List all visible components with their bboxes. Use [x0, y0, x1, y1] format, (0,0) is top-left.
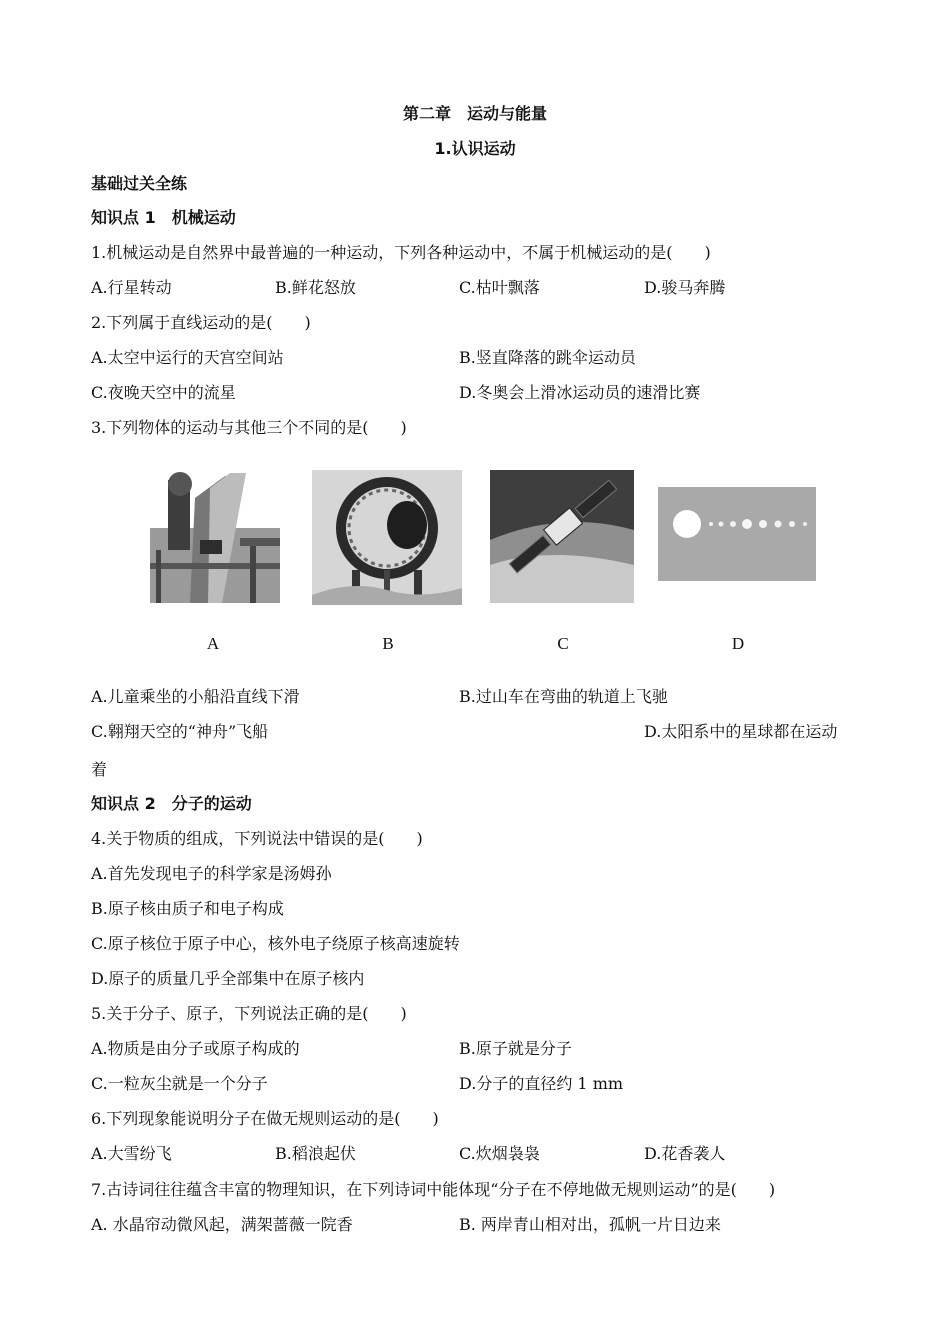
q6-option-b: B.稻浪起伏 [275, 1144, 356, 1163]
q5-option-a: A.物质是由分子或原子构成的 [91, 1039, 300, 1058]
q4-option-d: D.原子的质量几乎全部集中在原子核内 [91, 969, 365, 988]
q3-option-c: C.翱翔天空的“神舟”飞船 [91, 722, 269, 741]
question-4-stem: 4.关于物质的组成，下列说法中错误的是( ) [91, 829, 423, 848]
q5-option-d: D.分子的直径约 1 mm [459, 1074, 624, 1093]
q5-option-c: C.一粒灰尘就是一个分子 [91, 1074, 268, 1093]
q2-option-b: B.竖直降落的跳伞运动员 [459, 348, 636, 367]
q1-option-b: B.鲜花怒放 [275, 278, 356, 297]
section-heading: 基础过关全练 [91, 174, 188, 193]
q2-option-a: A.太空中运行的天宫空间站 [91, 348, 284, 367]
lesson-title: 1.认识运动 [434, 139, 516, 158]
q6-option-d: D.花香袭人 [644, 1144, 726, 1163]
q4-option-b: B.原子核由质子和电子构成 [91, 899, 284, 918]
question-7-stem: 7.古诗词往往蕴含丰富的物理知识，在下列诗词中能体现“分子在不停地做无规则运动”的是( ) [91, 1180, 776, 1199]
q4-option-c: C.原子核位于原子中心，核外电子绕原子核高速旋转 [91, 934, 460, 953]
question-3-stem: 3.下列物体的运动与其他三个不同的是( ) [91, 418, 407, 437]
knowledge-point-2-heading: 知识点 2 分子的运动 [91, 794, 252, 813]
q2-option-c: C.夜晚天空中的流星 [91, 383, 236, 402]
q3-option-b: B.过山车在弯曲的轨道上飞驰 [459, 687, 668, 706]
q6-option-a: A.大雪纷飞 [91, 1144, 172, 1163]
q1-option-a: A.行星转动 [91, 278, 172, 297]
figure-c-label: C [557, 634, 569, 653]
question-5-stem: 5.关于分子、原子，下列说法正确的是( ) [91, 1004, 407, 1023]
figure-a-label: A [206, 634, 220, 653]
q7-option-b: B. 两岸青山相对出，孤帆一片日边来 [459, 1215, 721, 1234]
q6-option-c: C.炊烟袅袅 [459, 1144, 540, 1163]
knowledge-point-1-heading: 知识点 1 机械运动 [91, 208, 236, 227]
q5-option-b: B.原子就是分子 [459, 1039, 572, 1058]
figure-b-label: B [382, 634, 394, 653]
q1-option-d: D.骏马奔腾 [644, 278, 726, 297]
figure-c-spacecraft-image [490, 470, 634, 603]
figure-d-label: D [731, 634, 745, 653]
question-2-stem: 2.下列属于直线运动的是( ) [91, 313, 311, 332]
q3-option-a: A.儿童乘坐的小船沿直线下滑 [91, 687, 300, 706]
q1-option-c: C.枯叶飘落 [459, 278, 540, 297]
figure-b-roller-coaster-image [312, 470, 462, 605]
question-1-stem: 1.机械运动是自然界中最普遍的一种运动，下列各种运动中，不属于机械运动的是( ) [91, 243, 711, 262]
figure-a-water-slide-image [150, 468, 280, 603]
figure-d-solar-system-image [658, 487, 816, 581]
q3-option-d: D.太阳系中的星球都在运动 [644, 722, 838, 741]
q2-option-d: D.冬奥会上滑冰运动员的速滑比赛 [459, 383, 701, 402]
q4-option-a: A.首先发现电子的科学家是汤姆孙 [91, 864, 332, 883]
q7-option-a: A. 水晶帘动微风起，满架蔷薇一院香 [91, 1215, 353, 1234]
question-6-stem: 6.下列现象能说明分子在做无规则运动的是( ) [91, 1109, 439, 1128]
q3-option-d-continuation: 着 [91, 760, 108, 779]
chapter-title: 第二章 运动与能量 [402, 104, 547, 123]
